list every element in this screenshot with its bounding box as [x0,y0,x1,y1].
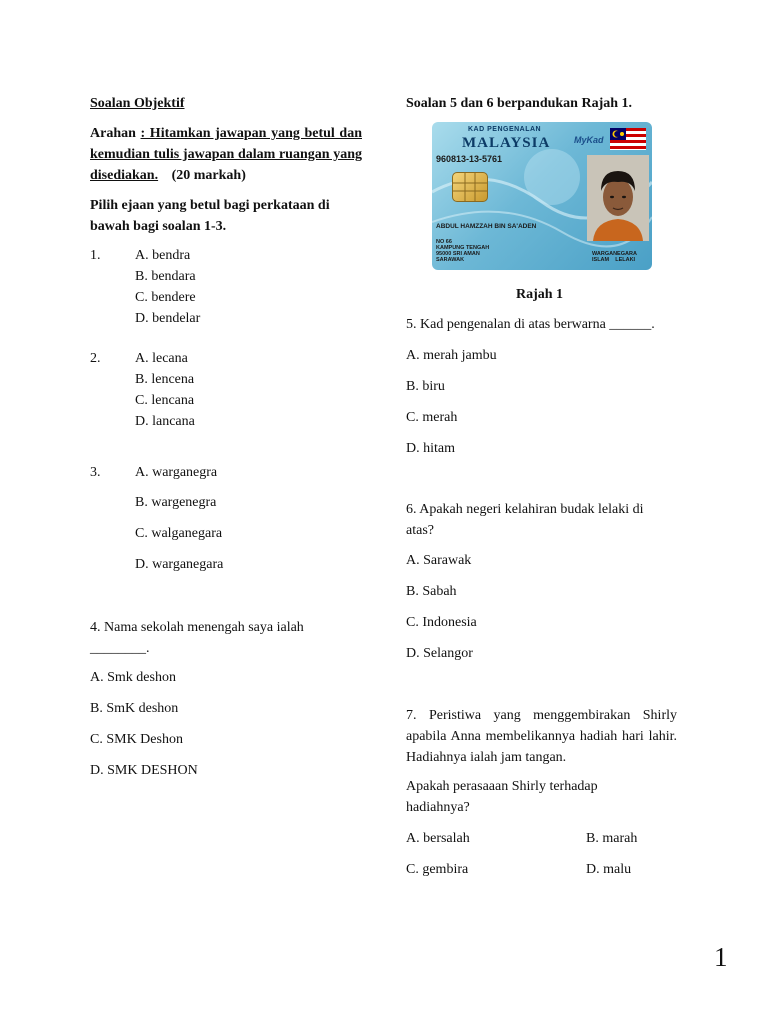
question-2-option-a[interactable]: A. lecana [135,351,188,366]
page-number: 1 [714,942,728,972]
ic-address-line: 95000 SRI AMAN [436,251,480,257]
question-5-option-a[interactable]: A. merah jambu [406,348,497,363]
question-2-option-b[interactable]: B. lencena [135,372,195,387]
question-5-option-b[interactable]: B. biru [406,379,445,394]
question-1-option-c[interactable]: C. bendere [135,290,196,305]
question-6-option-d[interactable]: D. Selangor [406,646,473,661]
question-4-option-a[interactable]: A. Smk deshon [90,670,176,685]
question-7-option-a[interactable]: A. bersalah [406,831,470,846]
ic-religion-gender: ISLAM LELAKI [592,257,636,263]
portrait-photo [587,155,649,241]
question-4-option-c[interactable]: C. SMK Deshon [90,732,183,747]
question-6-option-c[interactable]: C. Indonesia [406,615,477,630]
question-1-option-a[interactable]: A. bendra [135,248,191,263]
question-3-option-a[interactable]: A. warganegra [135,465,218,480]
ic-address-line: NO 66 [436,239,452,245]
instruction-marks: (20 markah) [171,168,246,183]
question-6-text-line-1: 6. Apakah negeri kelahiran budak lelaki di [406,502,644,517]
ic-status [592,251,637,263]
instruction-text: : Hitamkan jawapan yang betul dan kemudian tulis jawapan dalam ruangan yang disediakan. [90,126,362,183]
question-7-question: Apakah perasaaan Shirly terhadap hadiahnya? [406,779,598,815]
question-4-text: 4. Nama sekolah menengah saya ialah [90,620,304,635]
question-3-option-d[interactable]: D. warganegara [135,557,224,572]
spelling-prompt: Pilih ejaan yang betul bagi perkataan di bawah bagi soalan 1-3. [90,198,330,234]
ic-address-line: SARAWAK [436,257,465,263]
ic-title-small: KAD PENGENALAN [468,126,542,133]
ic-address [436,239,489,263]
figure-caption: Rajah 1 [516,287,564,302]
question-7-option-b[interactable]: B. marah [586,831,638,846]
question-5-option-c[interactable]: C. merah [406,410,458,425]
question-6-text-line-2: atas? [406,523,434,538]
question-7-passage: 7. Peristiwa yang menggembirakan Shirly apabila Anna membelikannya hadiah hari lahir. Hadiahnya ialah jam tangan. [406,708,677,765]
question-7-option-d[interactable]: D. malu [586,862,632,877]
ic-brand: MyKad [574,135,604,145]
ic-citizenship: WARGANEGARA [592,251,637,257]
ic-name: ABDUL HAMZZAH BIN SA'ADEN [436,223,537,230]
ic-number: 960813-13-5761 [436,154,503,164]
ic-card-image [432,122,652,270]
question-4-option-d[interactable]: D. SMK DESHON [90,763,198,778]
malaysia-flag-icon [610,128,646,150]
question-5-text: 5. Kad pengenalan di atas berwarna ______. [406,317,655,332]
question-1-number: 1. [90,248,101,263]
ic-title-big: MALAYSIA [462,135,551,151]
question-5-option-d[interactable]: D. hitam [406,441,455,456]
question-6-option-b[interactable]: B. Sabah [406,584,457,599]
question-1-option-d[interactable]: D. bendelar [135,311,201,326]
question-2-number: 2. [90,351,101,366]
figure-heading: Soalan 5 dan 6 berpandukan Rajah 1. [406,96,633,111]
question-4-blank: ________. [90,641,150,656]
question-7-option-c[interactable]: C. gembira [406,862,469,877]
question-6-option-a[interactable]: A. Sarawak [406,553,472,568]
question-3-option-b[interactable]: B. wargenegra [135,495,217,510]
instructions [90,123,362,186]
question-2-option-c[interactable]: C. lencana [135,393,195,408]
instruction-prefix: Arahan [90,126,136,141]
question-1-option-b[interactable]: B. bendara [135,269,196,284]
question-3-option-c[interactable]: C. walganegara [135,526,223,541]
ic-address-line: KAMPUNG TENGAH [436,245,490,251]
section-heading: Soalan Objektif [90,96,185,111]
question-4-option-b[interactable]: B. SmK deshon [90,701,179,716]
question-2-option-d[interactable]: D. lancana [135,414,195,429]
chip-icon [452,172,488,202]
question-3-number: 3. [90,465,101,480]
